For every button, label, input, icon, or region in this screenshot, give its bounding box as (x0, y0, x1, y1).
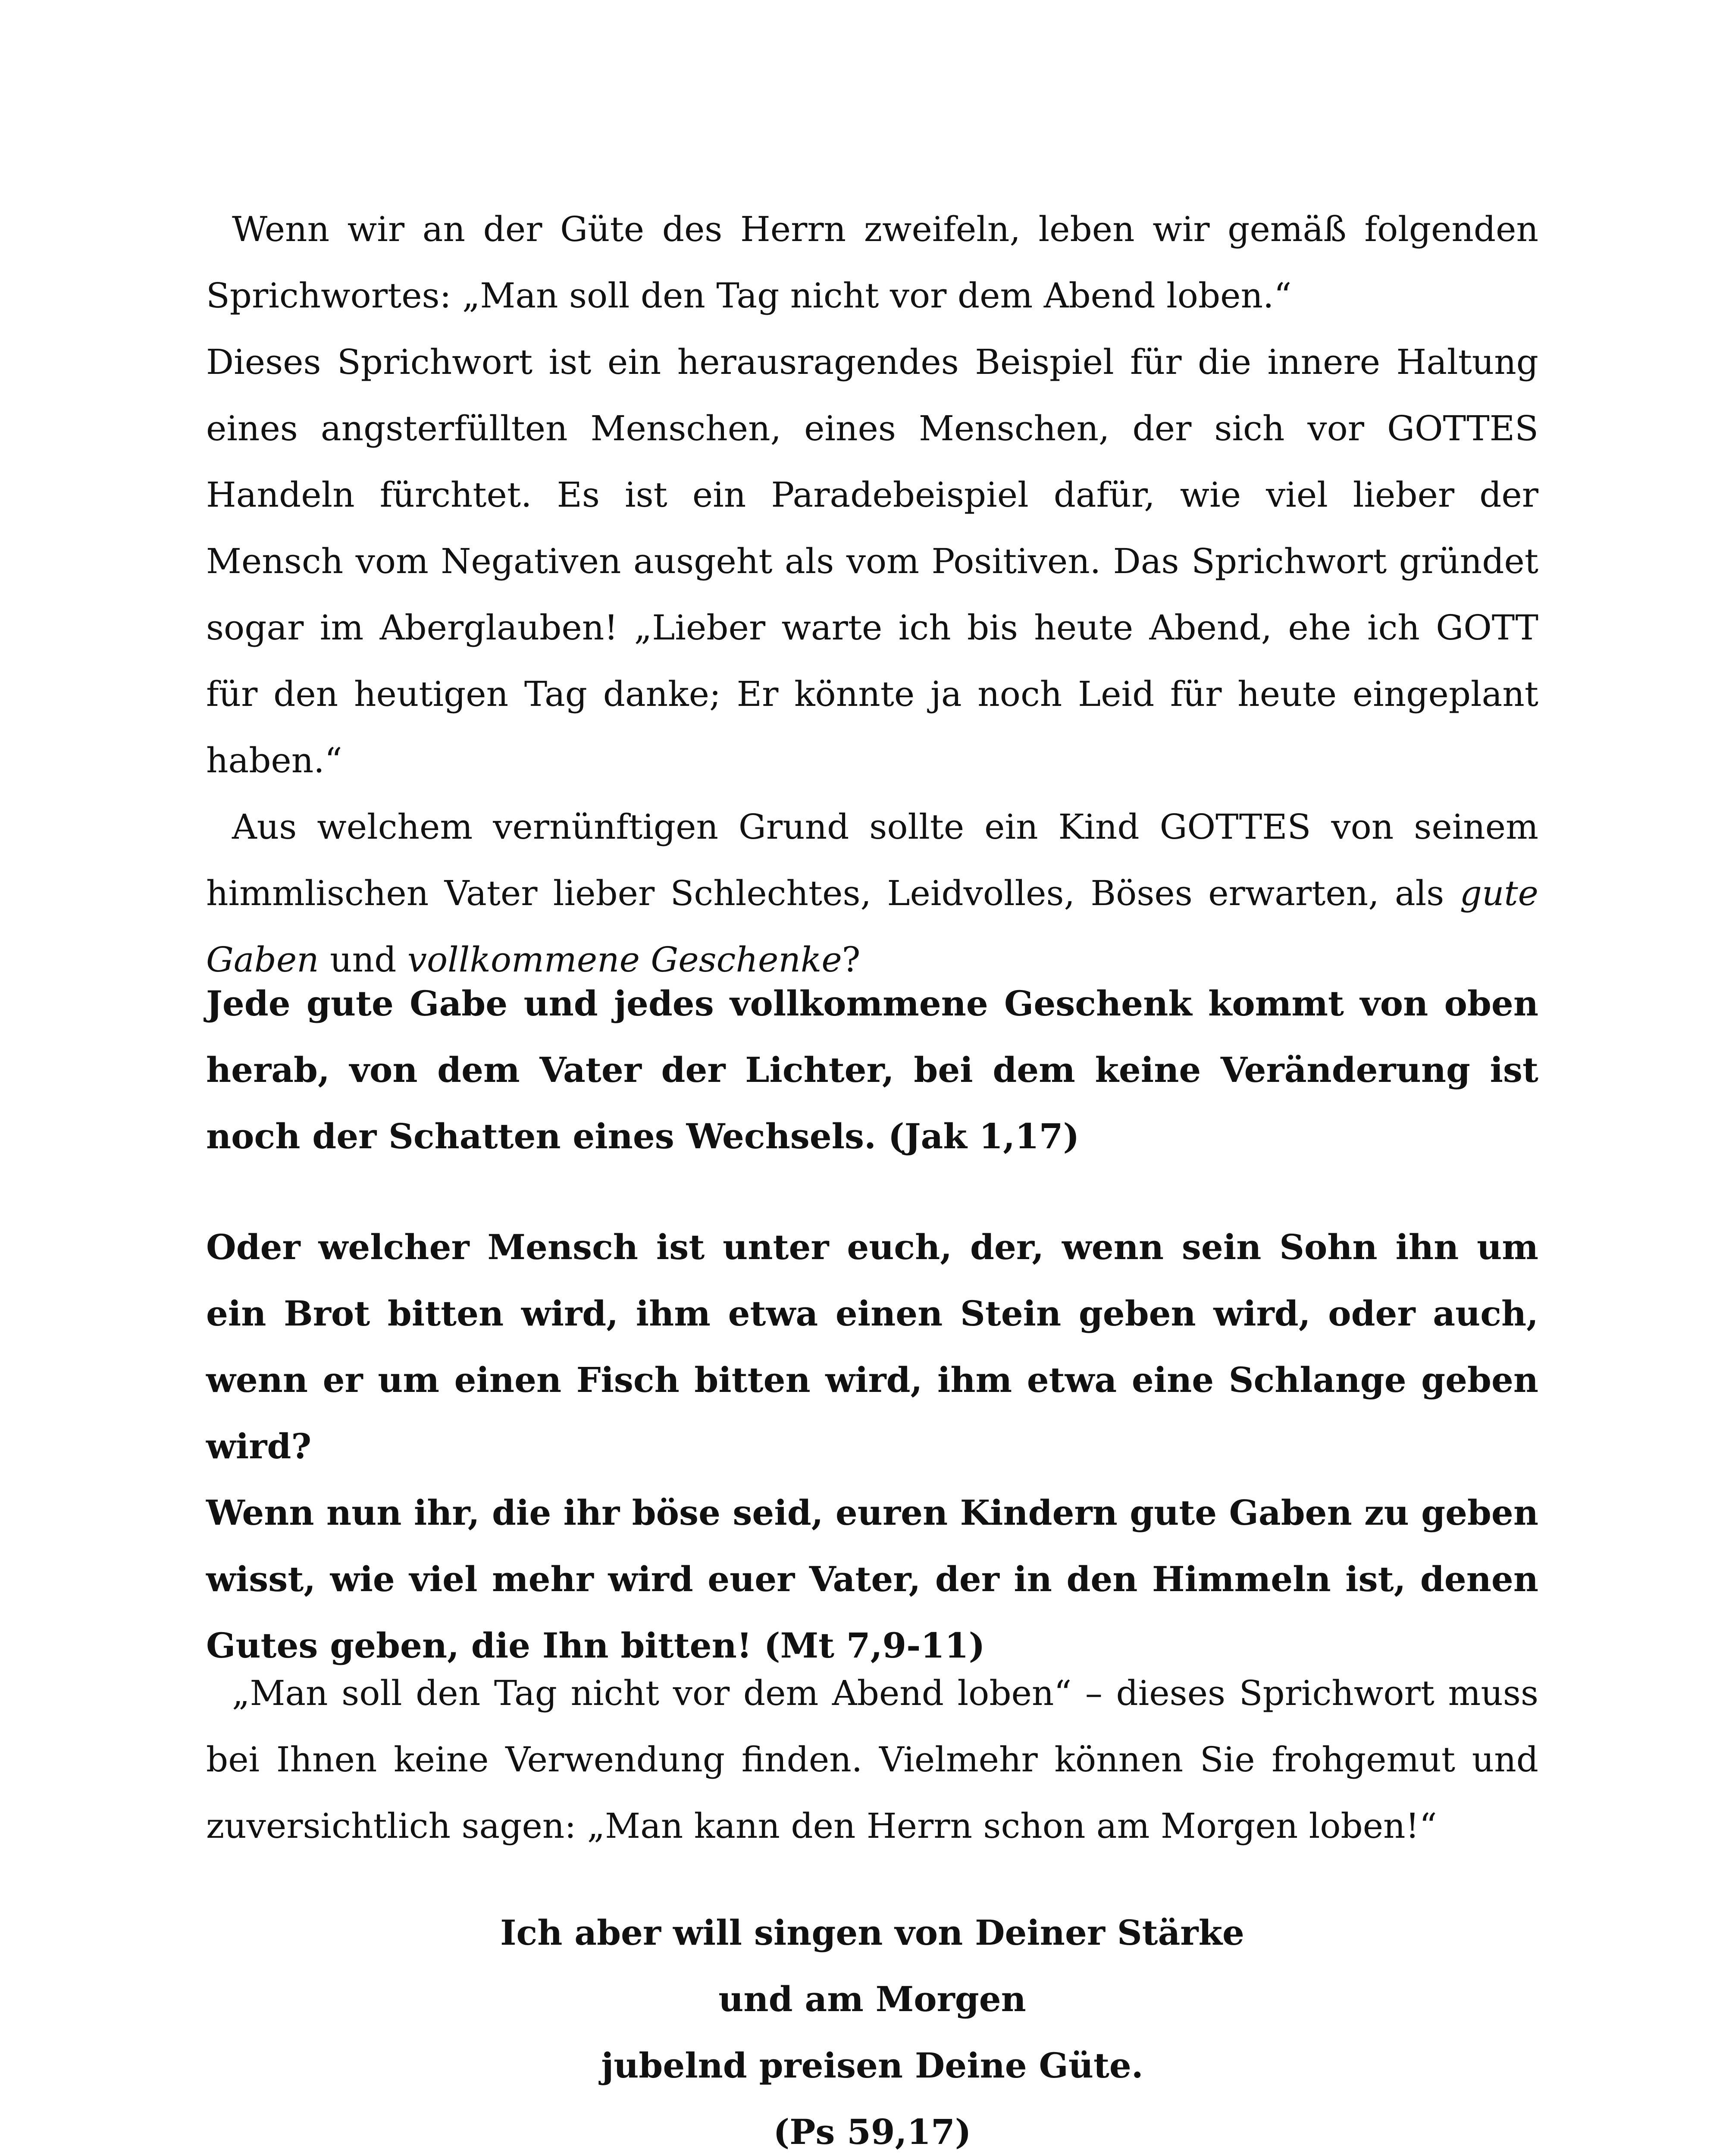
paragraph-3-text: Aus welchem vernünftigen Grund sollte ein Kind GOTTES von seinem himmlischen Vater lieber Schlechtes, Leidvolles, Böses erwarten, als (206, 807, 1538, 913)
paragraph-2: Dieses Sprichwort ist ein herausragendes Beispiel für die innere Haltung eines angsterfüllten Menschen, eines Menschen, der sich vor GOTTES Handeln fürchtet. Es ist ein Paradebeispiel dafür, wie viel lieber der Mensch vom Negativen ausgeht als vom Positiven. Das Sprichwort gründet sogar im Aberglauben! „Lieber warte ich bis heute Abend, ehe ich GOTT für den heutigen Tag danke; Er könnte ja noch Leid für heute eingeplant haben.“ (206, 342, 1538, 780)
bible-quote-matthew (206, 1214, 1538, 1679)
psalm-line-3: jubelnd preisen Deine Güte. (601, 2045, 1143, 2086)
paragraph-3 (206, 794, 1538, 993)
body-text-bottom (206, 1660, 1538, 1859)
paragraph-3-end: ? (842, 940, 861, 980)
body-text-top (206, 196, 1538, 993)
bible-quote-james (206, 970, 1538, 1169)
paragraph-4: „Man soll den Tag nicht vor dem Abend loben“ – dieses Sprichwort muss bei Ihnen keine Verwendung finden. Vielmehr können Sie frohgemut und zuversichtlich sagen: „Man kann den Herrn schon am Morgen loben!“ (206, 1673, 1538, 1846)
paragraph-3-text-and: und (319, 940, 407, 980)
psalm-line-1: Ich aber will singen von Deiner Stärke (500, 1912, 1244, 1953)
psalm-quote (206, 1899, 1538, 2156)
psalm-line-2: und am Morgen (718, 1979, 1026, 2019)
quote-matthew-part-1: Oder welcher Mensch ist unter euch, der, wenn sein Sohn ihn um ein Brot bitten wird, ihm etwa einen Stein geben wird, oder auch, wenn er um einen Fisch bitten wird, ihm etwa eine Schlange geben wird? (206, 1227, 1538, 1467)
quote-james-text: Jede gute Gabe und jedes vollkommene Geschenk kommt von oben herab, von dem Vater der Lichter, bei dem keine Veränderung ist noch der Schatten eines Wechsels. (Jak 1,17) (206, 983, 1538, 1156)
quote-matthew-part-2: Wenn nun ihr, die ihr böse seid, euren Kindern gute Gaben zu geben wisst, wie viel mehr wird euer Vater, der in den Himmeln ist, denen Gutes geben, die Ihn bitten! (Mt 7,9-11) (206, 1492, 1538, 1666)
paragraph-3-italic-gute-gaben: gute Gaben (206, 873, 1538, 980)
psalm-reference: (Ps 59,17) (773, 2112, 971, 2152)
paragraph-1: Wenn wir an der Güte des Herrn zweifeln, leben wir gemäß folgenden Sprichwortes: „Man soll den Tag nicht vor dem Abend loben.“ (206, 209, 1538, 316)
paragraph-3-italic-geschenke: vollkommene Geschenke (407, 940, 842, 980)
